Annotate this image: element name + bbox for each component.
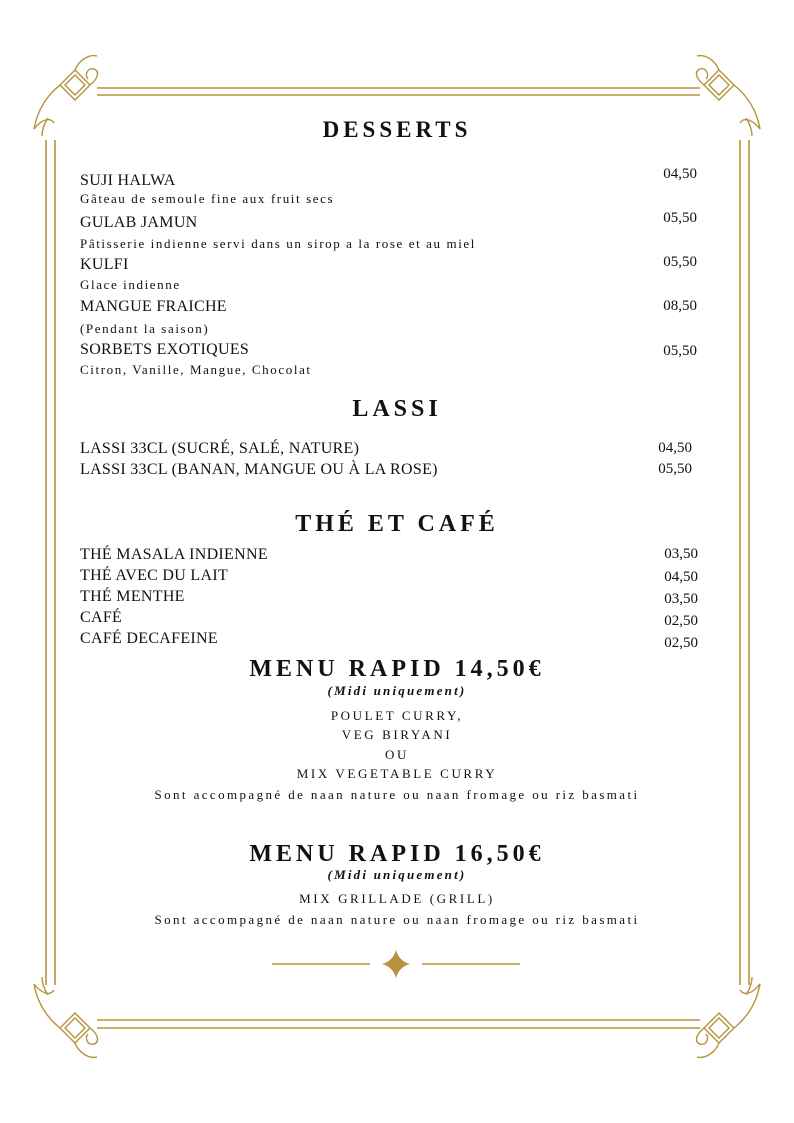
menu-item-the-lait bbox=[80, 567, 700, 587]
menu-item-sorbets-exotiques bbox=[80, 341, 700, 361]
menu-rapid-1-note: Sont accompagné de naan nature ou naan fromage ou riz basmati bbox=[154, 787, 640, 802]
item-name: GULAB JAMUN bbox=[80, 214, 198, 231]
menu-item-gulab-jamun bbox=[80, 210, 700, 234]
item-description: (Pendant la saison) bbox=[80, 321, 210, 336]
the-cafe-heading: THÉ ET CAFÉ bbox=[295, 511, 499, 537]
item-name: THÉ AVEC DU LAIT bbox=[80, 567, 229, 584]
item-name: CAFÉ DECAFEINE bbox=[80, 630, 218, 647]
menu-item-the-masala bbox=[80, 546, 700, 566]
menu-item-lassi-2 bbox=[80, 461, 692, 481]
item-name: CAFÉ bbox=[80, 609, 123, 626]
menu-item-the-menthe bbox=[80, 588, 700, 608]
item-price: 05,50 bbox=[663, 343, 697, 359]
desserts-heading: DESSERTS bbox=[322, 117, 472, 142]
item-price: 05,50 bbox=[663, 254, 697, 270]
menu-rapid-2-subtitle: (Midi uniquement) bbox=[327, 867, 467, 882]
item-price: 05,50 bbox=[658, 461, 692, 477]
item-description: Citron, Vanille, Mangue, Chocolat bbox=[80, 362, 312, 377]
item-price: 04,50 bbox=[663, 166, 697, 182]
item-price: 08,50 bbox=[663, 298, 697, 314]
menu-rapid-1-line: MIX VEGETABLE CURRY bbox=[296, 766, 498, 781]
item-description: Glace indienne bbox=[80, 277, 181, 292]
item-price: 04,50 bbox=[664, 569, 698, 585]
lassi-heading: LASSI bbox=[352, 396, 442, 422]
item-description: Pâtisserie indienne servi dans un sirop a la rose et au miel bbox=[80, 236, 477, 251]
menu-rapid-1-line: VEG BIRYANI bbox=[341, 727, 453, 742]
menu-rapid-1-heading: MENU RAPID 14,50€ bbox=[249, 656, 545, 682]
menu-item-kulfi bbox=[80, 256, 700, 276]
menu-rapid-2-line: MIX GRILLADE (GRILL) bbox=[299, 891, 495, 906]
item-description: Gâteau de semoule fine aux fruit secs bbox=[80, 191, 335, 206]
menu-rapid-2-heading: MENU RAPID 16,50€ bbox=[249, 841, 545, 867]
menu-rapid-2-note: Sont accompagné de naan nature ou naan fromage ou riz basmati bbox=[154, 912, 640, 927]
menu-item-lassi-1 bbox=[80, 440, 692, 460]
menu-rapid-1-line: OU bbox=[385, 747, 409, 762]
menu-item-mangue-fraiche bbox=[80, 298, 700, 318]
item-name: LASSI 33CL (BANAN, MANGUE OU À LA ROSE) bbox=[80, 461, 438, 478]
item-price: 02,50 bbox=[664, 635, 698, 651]
menu-item-cafe bbox=[80, 609, 700, 629]
menu-rapid-1-subtitle: (Midi uniquement) bbox=[327, 683, 467, 698]
item-price: 05,50 bbox=[663, 210, 697, 226]
item-name: THÉ MENTHE bbox=[80, 588, 185, 605]
item-price: 03,50 bbox=[664, 546, 698, 562]
menu-item-cafe-decafeine bbox=[80, 630, 700, 650]
item-name: MANGUE FRAICHE bbox=[80, 298, 227, 315]
item-price: 03,50 bbox=[664, 591, 698, 607]
menu-item-suji-halwa bbox=[80, 166, 700, 192]
item-price: 04,50 bbox=[658, 440, 692, 456]
menu-rapid-1-line: POULET CURRY, bbox=[330, 708, 464, 723]
item-name: SUJI HALWA bbox=[80, 172, 176, 189]
item-name: THÉ MASALA INDIENNE bbox=[80, 546, 268, 563]
item-name: KULFI bbox=[80, 256, 129, 273]
item-name: SORBETS EXOTIQUES bbox=[80, 341, 250, 358]
item-price: 02,50 bbox=[664, 613, 698, 629]
item-name: LASSI 33CL (SUCRÉ, SALÉ, NATURE) bbox=[80, 440, 360, 457]
